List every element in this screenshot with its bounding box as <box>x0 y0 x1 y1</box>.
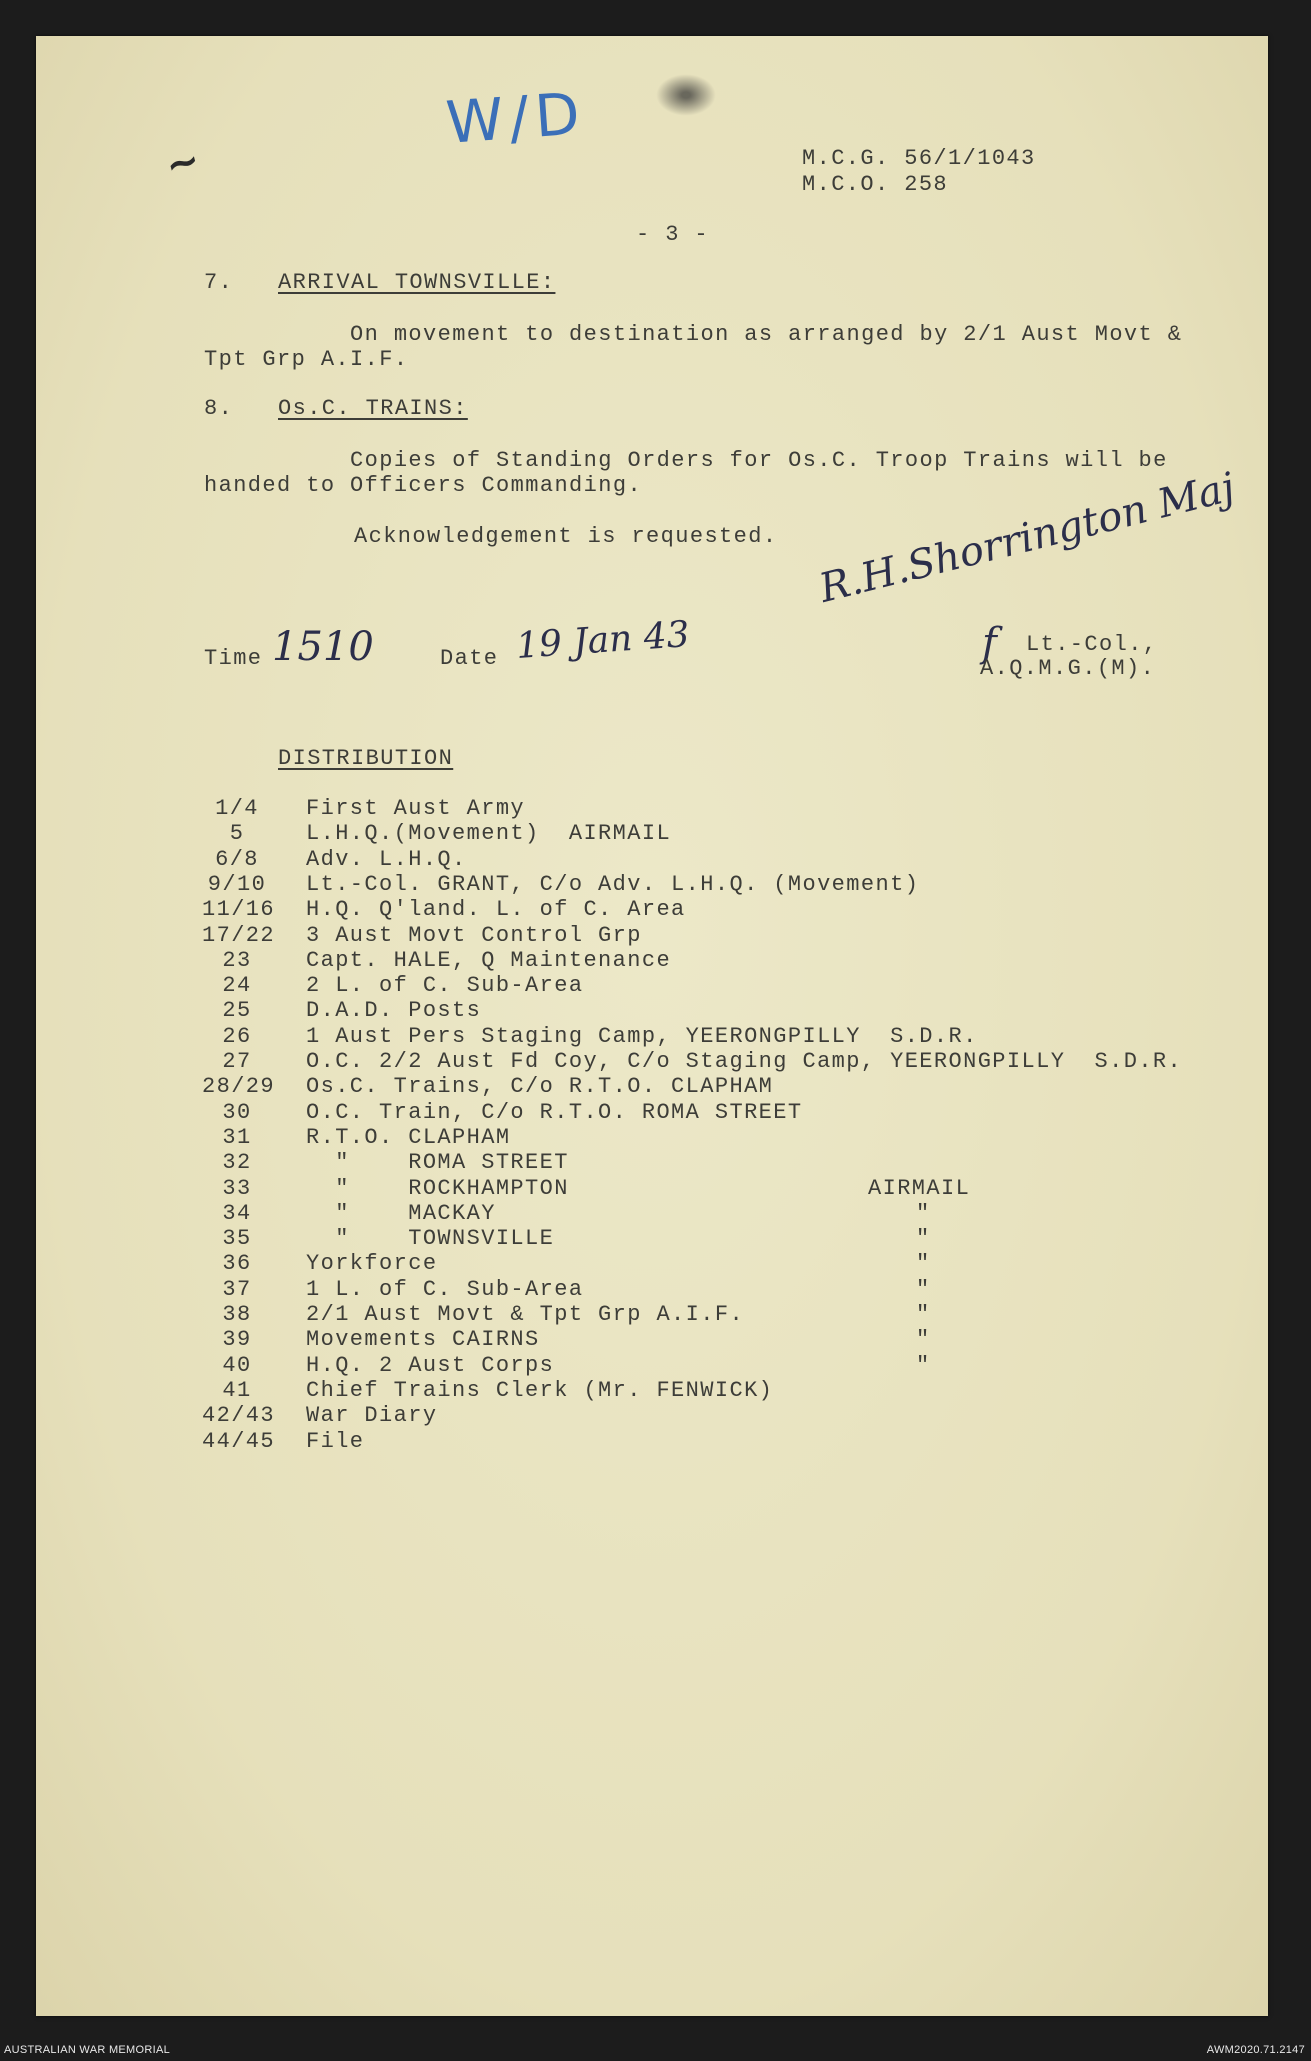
distribution-entry <box>202 1377 1202 1405</box>
distribution-entry <box>202 1405 1202 1430</box>
section-7-number: 7. <box>204 270 234 295</box>
entry-number: 35 <box>222 1226 252 1252</box>
section-7-line-2: Tpt Grp A.I.F. <box>204 347 409 372</box>
section-7-line-1: On movement to destination as arranged by 2/1 Aust Movt & <box>204 322 1183 347</box>
entry-number: 24 <box>222 973 252 999</box>
entry-number: 39 <box>222 1327 252 1353</box>
entry-note: " <box>916 1276 931 1302</box>
entry-number: 36 <box>222 1251 252 1277</box>
archive-accession-number: AWM2020.71.2147 <box>1206 2044 1305 2056</box>
distribution-entry <box>202 1076 1202 1101</box>
entry-number: 25 <box>222 998 252 1024</box>
entry-number: 41 <box>222 1377 252 1403</box>
archive-credit: AUSTRALIAN WAR MEMORIAL <box>4 2044 171 2056</box>
entry-note: " <box>916 1352 931 1378</box>
entry-text: Lt.-Col. GRANT, C/o Adv. L.H.Q. (Movement) <box>306 871 920 897</box>
entry-text: O.C. Train, C/o R.T.O. ROMA STREET <box>306 1099 803 1125</box>
distribution-entry <box>202 1124 1202 1152</box>
entry-text: File <box>306 1428 365 1454</box>
date-label: Date <box>440 646 499 671</box>
section-7-heading: ARRIVAL TOWNSVILLE: <box>278 270 556 295</box>
entry-text: Movements CAIRNS <box>306 1327 540 1353</box>
entry-number: 31 <box>222 1124 252 1150</box>
entry-text: R.T.O. CLAPHAM <box>306 1124 511 1150</box>
entry-number: 23 <box>222 947 252 973</box>
time-value: 1510 <box>272 624 374 670</box>
distribution-entry <box>202 798 1202 823</box>
entry-text: War Diary <box>306 1403 438 1429</box>
distribution-entry <box>202 975 1202 1000</box>
distribution-entry <box>202 1000 1202 1025</box>
entry-note: AIRMAIL <box>868 1175 971 1201</box>
distribution-entry <box>202 922 1202 950</box>
distribution-entry <box>202 846 1202 874</box>
distribution-entry <box>202 1200 1202 1228</box>
entry-number: 42/43 <box>202 1403 276 1429</box>
entry-text: D.A.D. Posts <box>306 998 482 1024</box>
entry-number: 17/22 <box>202 922 276 948</box>
entry-text: 1 Aust Pers Staging Camp, YEERONGPILLY S.D.R. <box>306 1023 978 1049</box>
entry-number: 11/16 <box>202 897 276 923</box>
distribution-entry <box>202 1051 1202 1076</box>
entry-text: L.H.Q.(Movement) AIRMAIL <box>306 821 672 847</box>
distribution-heading: DISTRIBUTION <box>278 746 454 771</box>
distribution-entry <box>202 1023 1202 1051</box>
entry-number: 32 <box>222 1150 252 1176</box>
distribution-entry <box>202 1099 1202 1127</box>
distribution-entry <box>202 1152 1202 1177</box>
acknowledgement: Acknowledgement is requested. <box>354 524 778 549</box>
entry-note: " <box>916 1251 931 1277</box>
distribution-entry <box>202 1276 1202 1304</box>
entry-note: " <box>916 1226 931 1252</box>
entry-text: Adv. L.H.Q. <box>306 846 467 872</box>
date-value: 19 Jan 43 <box>514 613 691 668</box>
entry-text: 2 L. of C. Sub-Area <box>306 973 584 999</box>
entry-note: " <box>916 1327 931 1353</box>
entry-text: " MACKAY <box>306 1200 496 1226</box>
entry-text: Os.C. Trains, C/o R.T.O. CLAPHAM <box>306 1074 774 1100</box>
entry-number: 34 <box>222 1200 252 1226</box>
page-number: - 3 - <box>636 222 710 247</box>
distribution-entry <box>202 871 1202 899</box>
per-mark: f <box>982 620 997 666</box>
entry-text: H.Q. Q'land. L. of C. Area <box>306 897 686 923</box>
entry-text: " ROMA STREET <box>306 1150 569 1176</box>
margin-mark: ~ <box>160 136 205 190</box>
entry-number: 28/29 <box>202 1074 276 1100</box>
section-8-heading: Os.C. TRAINS: <box>278 396 468 421</box>
section-8-line-2: handed to Officers Commanding. <box>204 473 643 498</box>
entry-text: H.Q. 2 Aust Corps <box>306 1352 555 1378</box>
distribution-entry <box>202 1175 1202 1203</box>
signatory-title: A.Q.M.G.(M). <box>980 656 1156 681</box>
entry-number: 38 <box>222 1302 252 1327</box>
distribution-entry <box>202 1352 1202 1380</box>
entry-text: Chief Trains Clerk (Mr. FENWICK) <box>306 1377 774 1403</box>
entry-text: Capt. HALE, Q Maintenance <box>306 947 672 973</box>
entry-text: Yorkforce <box>306 1251 438 1277</box>
entry-text: First Aust Army <box>306 796 526 821</box>
entry-number: 5 <box>229 821 245 847</box>
distribution-entry <box>202 1228 1202 1253</box>
distribution-entry <box>202 947 1202 975</box>
entry-text: " ROCKHAMPTON <box>306 1175 569 1201</box>
wd-annotation: W/D <box>443 79 588 157</box>
entry-text: 3 Aust Movt Control Grp <box>306 922 642 948</box>
entry-number: 30 <box>222 1099 252 1125</box>
distribution-entry <box>202 1428 1202 1456</box>
signatory-rank: Lt.-Col., <box>1026 632 1158 657</box>
entry-text: 2/1 Aust Movt & Tpt Grp A.I.F. <box>306 1302 745 1327</box>
reference-line-2: M.C.O. 258 <box>802 172 949 197</box>
section-8-number: 8. <box>204 396 234 421</box>
entry-number: 26 <box>222 1023 252 1049</box>
entry-note: " <box>916 1302 931 1327</box>
entry-number: 27 <box>222 1049 252 1074</box>
entry-number: 1/4 <box>215 796 259 821</box>
distribution-entry <box>202 823 1202 848</box>
document-page <box>36 36 1268 2016</box>
reference-line-1: M.C.G. 56/1/1043 <box>802 146 1036 171</box>
distribution-list <box>202 798 1202 1498</box>
distribution-entry <box>202 1304 1202 1329</box>
entry-text: " TOWNSVILLE <box>306 1226 555 1252</box>
distribution-entry <box>202 1329 1202 1354</box>
distribution-entry <box>202 899 1202 924</box>
entry-number: 40 <box>222 1352 252 1378</box>
entry-text: 1 L. of C. Sub-Area <box>306 1276 584 1302</box>
distribution-entry <box>202 1253 1202 1278</box>
entry-number: 6/8 <box>215 846 259 872</box>
entry-number: 33 <box>222 1175 252 1201</box>
time-label: Time <box>204 646 263 671</box>
entry-number: 37 <box>222 1276 252 1302</box>
entry-number: 9/10 <box>207 871 267 897</box>
entry-note: " <box>916 1200 931 1226</box>
entry-number: 44/45 <box>202 1428 276 1454</box>
handwritten-signature: R.H.Shorrington Maj <box>814 464 1240 612</box>
section-8-line-1: Copies of Standing Orders for Os.C. Troop Trains will be <box>204 448 1168 473</box>
ink-smudge <box>656 74 716 116</box>
entry-text: O.C. 2/2 Aust Fd Coy, C/o Staging Camp, YEERONGPILLY S.D.R. <box>306 1049 1183 1074</box>
